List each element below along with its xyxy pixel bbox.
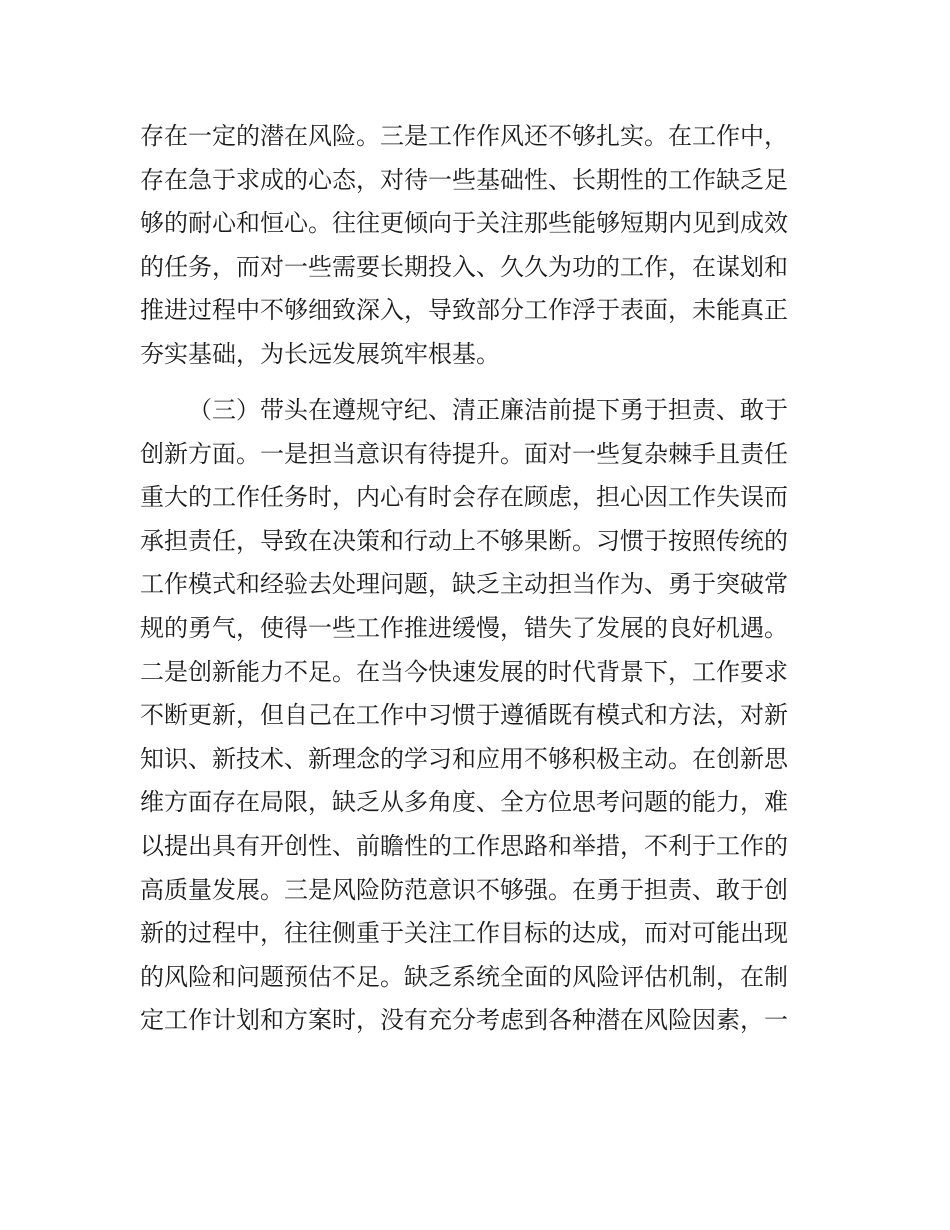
text-line: 承担责任，导致在决策和行动上不够果断。习惯于按照传统的 <box>140 526 788 555</box>
text-line: 知识、新技术、新理念的学习和应用不够积极主动。在创新思 <box>140 744 788 773</box>
text-line: 创新方面。一是担当意识有待提升。面对一些复杂棘手且责任 <box>140 439 788 468</box>
text-line: 二是创新能力不足。在当今快速发展的时代背景下，工作要求 <box>140 657 788 686</box>
text-line: 定工作计划和方案时，没有充分考虑到各种潜在风险因素，一 <box>140 1006 788 1035</box>
text-line: 的任务，而对一些需要长期投入、久久为功的工作，在谋划和 <box>140 252 788 281</box>
paragraph-section-three <box>140 389 820 1043</box>
section-heading-line: （三）带头在遵规守纪、清正廉洁前提下勇于担责、敢于 <box>188 396 788 424</box>
text-line: 维方面存在局限，缺乏从多角度、全方位思考问题的能力，难 <box>140 788 788 817</box>
text-line: 不断更新，但自己在工作中习惯于遵循既有模式和方法，对新 <box>140 701 788 730</box>
text-line: 以提出具有开创性、前瞻性的工作思路和举措，不利于工作的 <box>140 831 788 860</box>
text-line: 够的耐心和恒心。往往更倾向于关注那些能够短期内见到成效 <box>140 209 788 238</box>
text-line: 推进过程中不够细致深入，导致部分工作浮于表面，未能真正 <box>140 296 788 325</box>
text-line: 高质量发展。三是风险防范意识不够强。在勇于担责、敢于创 <box>140 875 788 904</box>
text-line: 新的过程中，往往侧重于关注工作目标的达成，而对可能出现 <box>140 919 788 948</box>
text-line: 夯实基础，为长远发展筑牢根基。 <box>140 339 500 368</box>
text-line: 存在急于求成的心态，对待一些基础性、长期性的工作缺乏足 <box>140 165 788 194</box>
paragraph-work-style <box>140 115 820 377</box>
text-line: 工作模式和经验去处理问题，缺乏主动担当作为、勇于突破常 <box>140 570 788 599</box>
text-line: 存在一定的潜在风险。三是工作作风还不够扎实。在工作中， <box>140 122 788 150</box>
text-line: 的风险和问题预估不足。缺乏系统全面的风险评估机制，在制 <box>140 962 788 991</box>
text-line: 规的勇气，使得一些工作推进缓慢，错失了发展的良好机遇。 <box>140 613 788 642</box>
text-line: 重大的工作任务时，内心有时会存在顾虑，担心因工作失误而 <box>140 483 788 512</box>
